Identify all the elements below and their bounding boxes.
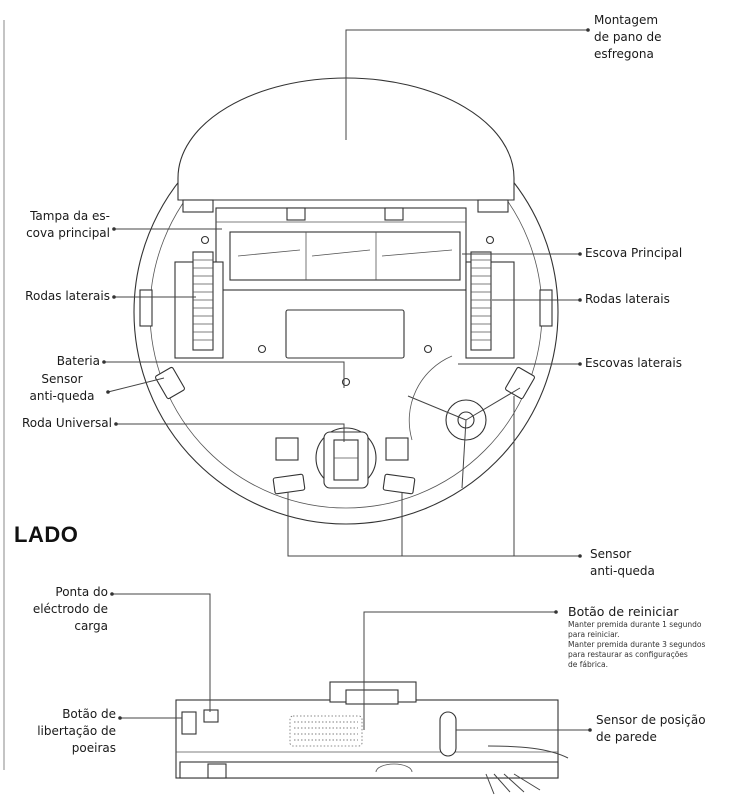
main-brush-cover-tab-1 — [287, 208, 305, 220]
label-mop-mount: Montagem de pano de esfregona — [594, 13, 662, 61]
main-brush-roller — [230, 232, 460, 280]
label-battery: Bateria — [56, 354, 100, 368]
label-dust-release-button: Botão de libertação de poeiras — [37, 707, 116, 755]
side-skirt — [180, 762, 558, 778]
label-wall-sensor: Sensor de posição de parede — [596, 713, 706, 744]
label-cliff-sensor-bottom: Sensor anti-queda — [590, 547, 655, 578]
label-cliff-sensor-left: Sensor anti-queda — [29, 372, 95, 403]
vent-grille — [290, 716, 362, 746]
label-universal-wheel: Roda Universal — [21, 416, 112, 430]
bumper-tab-left — [140, 290, 152, 326]
label-reset-button: Botão de reiniciar — [568, 604, 679, 619]
robot-bottom-view — [134, 78, 558, 524]
label-main-brush: Escova Principal — [585, 246, 683, 260]
cliff-sensor-bottom-right — [383, 474, 415, 494]
battery-cover — [286, 310, 404, 358]
bumper-tab-right — [540, 290, 552, 326]
side-wheel-right — [466, 252, 514, 358]
cliff-sensor-bottom-left — [273, 474, 305, 494]
label-charging-electrode: Ponta do eléctrodo de carga — [32, 585, 108, 633]
label-side-wheels-left: Rodas laterais — [25, 289, 110, 303]
universal-wheel — [316, 428, 376, 488]
main-brush-cover-tab-2 — [385, 208, 403, 220]
side-view-title: LADO — [14, 522, 79, 547]
label-reset-note: Manter premida durante 1 segundo para reiniciar. Manter premida durante 3 segundos para restaurar as configurações de fábrica. — [568, 620, 706, 669]
mop-mount-clip-right — [478, 200, 508, 212]
wall-sensor — [440, 712, 456, 756]
dust-release-button — [182, 712, 196, 734]
label-side-wheels-right: Rodas laterais — [585, 292, 670, 306]
mop-mount-clip-left — [183, 200, 213, 212]
label-main-brush-cover: Tampa da es- cova principal — [26, 209, 110, 240]
robot-side-view — [176, 682, 568, 794]
label-side-brushes: Escovas laterais — [585, 356, 682, 370]
charging-electrode — [204, 710, 218, 722]
side-wheel-left — [175, 252, 223, 358]
